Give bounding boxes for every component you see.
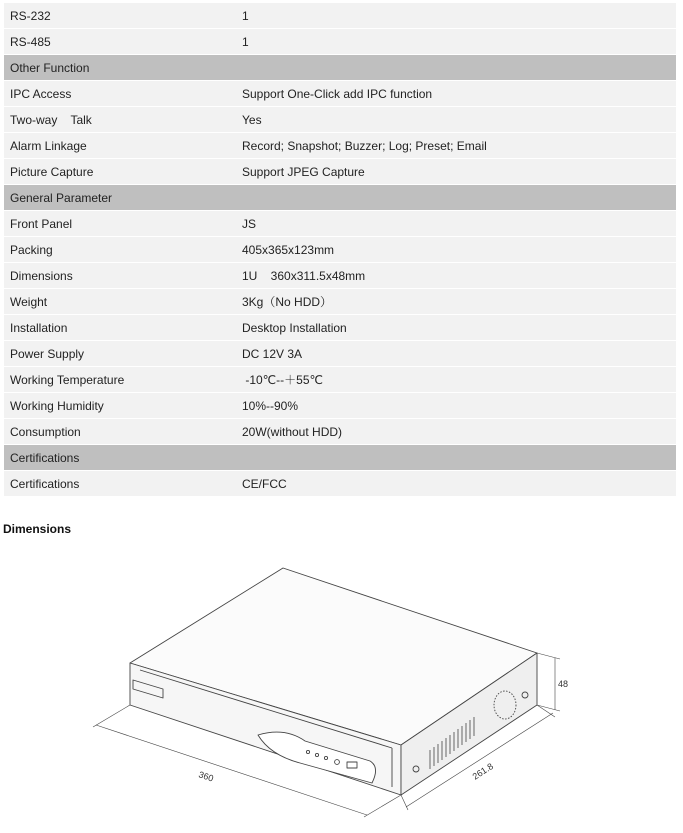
spec-value: -10℃--＋55℃	[242, 373, 323, 387]
spec-row	[4, 263, 676, 289]
spec-key: Working Temperature	[10, 372, 125, 387]
spec-row	[4, 107, 676, 133]
spec-row	[4, 81, 676, 107]
spec-value: JS	[242, 216, 257, 231]
spec-value: Record; Snapshot; Buzzer; Log; Preset; Email	[242, 138, 487, 153]
spec-value: Support One-Click add IPC function	[242, 86, 433, 101]
spec-table	[4, 3, 676, 497]
section-header-row	[4, 445, 676, 471]
device-dimension-drawing	[0, 555, 683, 833]
spec-row	[4, 289, 676, 315]
spec-value: Yes	[242, 112, 262, 127]
spec-key: Installation	[10, 320, 68, 335]
spec-key: Front Panel	[10, 216, 73, 231]
spec-key: RS-232	[10, 8, 51, 23]
spec-row	[4, 159, 676, 185]
spec-value: CE/FCC	[242, 476, 287, 491]
spec-row	[4, 133, 676, 159]
spec-value: 1U 360x311.5x48mm	[242, 268, 366, 283]
spec-value: Support JPEG Capture	[242, 164, 365, 179]
section-header-row	[4, 185, 676, 211]
spec-key: Working Humidity	[10, 398, 104, 413]
section-title: General Parameter	[10, 190, 113, 205]
spec-row	[4, 211, 676, 237]
depth-dimension-label: 261.8	[470, 761, 495, 782]
spec-value: 20W(without HDD)	[242, 424, 343, 439]
spec-row	[4, 341, 676, 367]
spec-row	[4, 237, 676, 263]
spec-row	[4, 315, 676, 341]
spec-key: Weight	[10, 294, 48, 309]
spec-key: Power Supply	[10, 346, 85, 361]
spec-value: 1	[242, 34, 249, 49]
section-title: Certifications	[10, 450, 80, 465]
spec-value: Desktop Installation	[242, 320, 347, 335]
spec-row	[4, 471, 676, 497]
spec-key: Alarm Linkage	[10, 138, 87, 153]
spec-value: 405x365x123mm	[242, 242, 335, 257]
spec-key: Consumption	[10, 424, 81, 439]
spec-key: Two-way Talk	[10, 112, 92, 127]
section-title: Other Function	[10, 60, 90, 75]
width-dimension-label: 360	[197, 769, 215, 784]
height-dimension-label: 48	[558, 679, 569, 689]
spec-row	[4, 29, 676, 55]
spec-row	[4, 367, 676, 393]
spec-key: Dimensions	[10, 268, 73, 283]
section-header-row	[4, 55, 676, 81]
spec-value: 10%--90%	[242, 398, 299, 413]
spec-value: 3Kg（No HDD）	[242, 295, 333, 309]
spec-key: IPC Access	[10, 86, 72, 101]
spec-row	[4, 419, 676, 445]
spec-key: RS-485	[10, 34, 51, 49]
spec-value: DC 12V 3A	[242, 346, 303, 361]
spec-row	[4, 393, 676, 419]
spec-key: Picture Capture	[10, 164, 94, 179]
spec-key: Certifications	[10, 476, 80, 491]
spec-key: Packing	[10, 242, 53, 257]
dimensions-heading: Dimensions	[3, 522, 72, 536]
spec-value: 1	[242, 8, 249, 23]
spec-row	[4, 3, 676, 29]
